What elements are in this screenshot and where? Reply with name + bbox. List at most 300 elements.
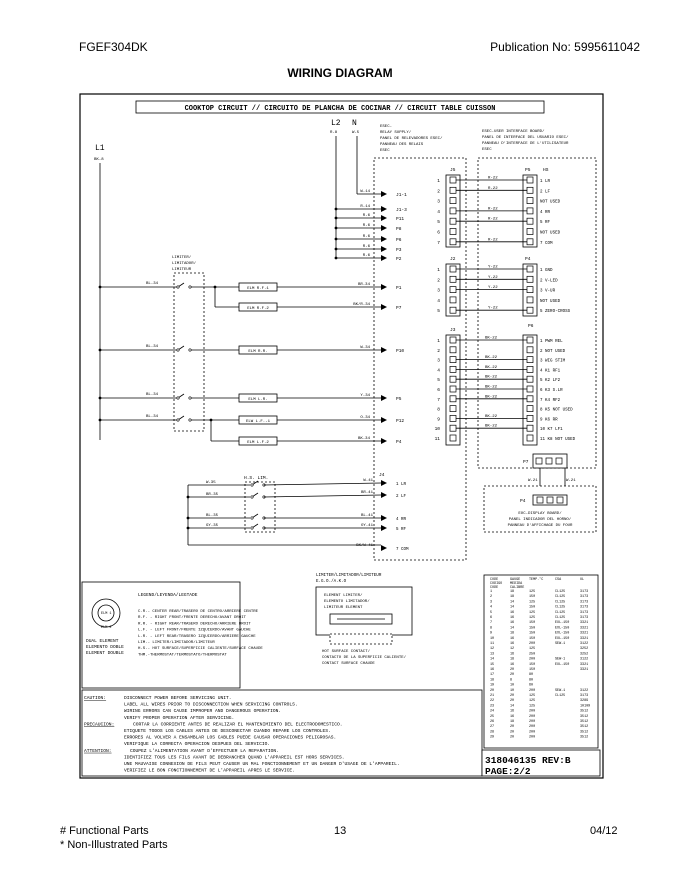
caution-heading: PRECAUCION: <box>84 722 115 728</box>
j3-pin <box>450 357 456 363</box>
j2-pin <box>450 276 456 282</box>
switch-contact <box>251 496 253 498</box>
caution-line: CORTAR LA CORRIENTE ANTES DE REALIZAR EL MANTENIMIENTO DEL ELECTRODOMESTICO. <box>133 722 343 728</box>
element-label: ELW L.F.-1 <box>245 420 271 424</box>
caution-line: IDENTIFIEZ TOUS LES FILS AVANT DE DEBRANCHER QUAND L'APPAREIL EST HORS SERVICES. <box>124 755 345 761</box>
legend-line: L.R. - LEFT REAR/TRASERO IZQUIERDO/ARRIERE GAUCHE <box>138 634 256 639</box>
esec-ui-label: PANNEAU D'INTERFACE DE L'UTILISATEUR <box>482 142 569 146</box>
p6-label: P6 <box>528 324 534 329</box>
caution-line: DISCONNECT POWER BEFORE SERVICING UNIT. <box>124 696 232 701</box>
display-board-label: PANEL INDICADOR DEL HORNO/ <box>508 518 572 522</box>
code-table-cell: 14 <box>510 605 515 610</box>
relay-pin-label: P2 <box>396 257 402 262</box>
code-table-cell: 27 <box>490 725 495 730</box>
code-table-cell: 29 <box>490 735 495 740</box>
n-label: N <box>352 119 357 128</box>
switch-contact <box>189 397 191 399</box>
p6-pin-label: 9 K6 RR <box>540 418 558 423</box>
j4-pin-label: 7 COM <box>396 548 409 552</box>
code-table-cell: 17 <box>490 673 495 678</box>
code-table-cell: 3173 <box>580 595 589 600</box>
j3-wire-label: BK-22 <box>485 385 498 390</box>
code-table-cell: 250 <box>529 652 536 657</box>
p4-pin <box>527 287 533 293</box>
code-table-cell: 80 <box>529 673 534 678</box>
p4-pin <box>527 276 533 282</box>
code-table-cell: 10109 <box>580 704 591 709</box>
relay-pin-label: P8 <box>396 227 402 232</box>
j5-pin <box>450 229 456 235</box>
j4-wire-label: W-41 <box>363 479 373 483</box>
j3-wire-label: BK-22 <box>485 365 498 370</box>
j3-pin <box>450 396 456 402</box>
elm2-label: ELM 2 <box>101 626 112 630</box>
pin-number: 4 <box>437 209 440 215</box>
code-table-cell: 3321 <box>580 621 589 626</box>
pin-number: 5 <box>437 378 440 384</box>
code-table-cell: 125 <box>529 616 536 620</box>
element-limiter-label: ELEMENTO LIMITADOR/ <box>324 600 370 604</box>
switch-contact <box>251 517 253 519</box>
p7-pin <box>536 458 542 464</box>
code-table-cell: 6 <box>490 616 493 620</box>
p6-pin <box>527 357 533 363</box>
pin-number: 7 <box>437 240 440 246</box>
esec-relay-label: ESEC <box>380 149 390 153</box>
pin-number: 1 <box>437 179 440 184</box>
dual-element-label: DUAL ELEMENT <box>86 639 119 644</box>
relay-pin-label: P5 <box>396 397 402 402</box>
code-table-cell: 150 <box>529 662 536 667</box>
l2-label: L2 <box>331 119 341 128</box>
j5-wire-label: R-22 <box>488 238 498 243</box>
code-table-cell: CL125 <box>555 605 566 610</box>
code-table-cell: 8 <box>510 678 513 683</box>
j3-pin <box>450 425 456 431</box>
l1-label: L1 <box>95 144 105 153</box>
code-table-cell: SEW-1 <box>555 657 566 662</box>
non-illustrated-parts-note: * Non-Illustrated Parts <box>60 839 168 851</box>
caution-line: ETIQUETE TODOS LOS CABLES ANTES DE DESCONECTAR CUANDO REPARE LOS CONTROLES. <box>124 729 331 734</box>
relay-wire-label: BK/R-34 <box>353 303 370 307</box>
code-table-cell: 3512 <box>580 725 589 730</box>
code-table-cell: 19 <box>490 683 495 688</box>
junction-dot <box>335 208 338 211</box>
p5-pin-label: NOT USED <box>540 231 561 236</box>
p7-pin <box>546 458 552 464</box>
j5-pin <box>450 218 456 224</box>
code-table-cell: 80 <box>529 678 534 683</box>
code-table-cell: 16 <box>510 662 515 667</box>
relay-pin-label: P11 <box>396 217 405 222</box>
esec-ui-label: ESEC <box>482 148 492 152</box>
pin-number: 3 <box>437 358 440 364</box>
element-limiter-label: ELEMENT LIMITER/ <box>324 594 363 598</box>
code-table-cell: 200 <box>529 725 536 730</box>
dual-element-label: ELEMENTO DOBLE <box>86 645 124 650</box>
code-table-cell: 21 <box>490 694 495 698</box>
feed-wire-label: BL-34 <box>146 345 159 349</box>
footer-date: 04/12 <box>590 825 618 837</box>
relay-wire-label: R-14 <box>360 205 370 209</box>
pin-number: 7 <box>437 397 440 403</box>
p6-pin <box>527 415 533 421</box>
code-table-cell: 125 <box>529 600 536 605</box>
code-table-cell: 3252 <box>580 652 589 657</box>
code-table-subheader: CODE <box>490 586 499 590</box>
code-table-cell: 125 <box>529 699 536 704</box>
relay-wire-label: R-6 <box>362 254 370 258</box>
code-table-header: CODE <box>490 578 499 582</box>
code-table-cell: 16 <box>510 616 515 620</box>
p6-pin-label: 1 PWM REL <box>540 340 563 344</box>
j4-pin-label: 4 RR <box>396 518 407 522</box>
pin-number: 2 <box>437 189 440 195</box>
code-table-cell: 20 <box>510 735 515 740</box>
element-label: ELM R.F.1 <box>247 287 269 291</box>
j2-pin <box>450 307 456 313</box>
hot-surface-label: CONTACTO DE LA SUPERFICIE CALIENTE/ <box>322 656 407 660</box>
relay-pin-label: J1-1 <box>396 193 407 198</box>
page-number: 13 <box>334 825 347 837</box>
p5-pin <box>527 239 533 245</box>
element-label: ELM R.F.2 <box>247 307 269 311</box>
switch-contact <box>251 527 253 529</box>
code-table-cell: 3173 <box>580 605 589 610</box>
j4-wire-label: BL-41 <box>360 514 373 518</box>
code-table-cell: CL125 <box>555 590 566 594</box>
code-table-cell: 200 <box>529 735 536 740</box>
limiter-label: LIMITADOR/ <box>172 262 197 266</box>
j3-wire-label: BK-22 <box>485 395 498 400</box>
switch-contact <box>177 397 179 399</box>
p7-wire-label: W-21 <box>566 479 576 483</box>
code-table-cell: 12 <box>490 647 495 652</box>
p6-pin-label: 3 WIG STIM <box>540 359 566 364</box>
code-table-cell: 200 <box>529 720 536 724</box>
p5-pin-label: 2 LF <box>540 190 551 195</box>
p5-pin <box>527 177 533 183</box>
p7-wire-label: W-21 <box>528 479 538 483</box>
j2-wire-label: Y-22 <box>488 265 498 270</box>
j5-pin <box>450 187 456 193</box>
code-table-cell: 10 <box>510 688 515 693</box>
pin-number: 10 <box>434 427 440 433</box>
functional-parts-note: # Functional Parts <box>60 825 149 837</box>
code-table-cell: 3 <box>490 600 493 605</box>
p6-pin-label: 5 K2 LF2 <box>540 379 561 384</box>
p5-pin <box>527 218 533 224</box>
pin-number: 1 <box>437 339 440 344</box>
code-table-cell: 16 <box>510 610 515 615</box>
code-table-cell: 150 <box>529 636 536 641</box>
relay-wire-label: R-6 <box>362 214 370 218</box>
legend-line: L.F. - LEFT FRONT/FRENTE IZQUIERDO/AVANT GAUCHE <box>138 628 251 633</box>
j3-pin <box>450 406 456 412</box>
legend-line: THM.-THERMOSTAT/TERMOSTATO/THERMOSTAT <box>138 653 227 658</box>
p5-pin-label: NOT USED <box>540 200 561 205</box>
p4-pin-label: 2 V-LED <box>540 279 558 284</box>
code-table-cell: 3289 <box>580 699 589 704</box>
code-table-cell: 18 <box>510 595 515 600</box>
code-table-cell: 3122 <box>580 688 589 693</box>
j4-pin-label: 2 LF <box>396 495 407 499</box>
code-table-cell: 3512 <box>580 735 589 740</box>
code-table-cell: 125 <box>529 694 536 698</box>
p4-label: P4 <box>525 257 531 262</box>
relay-wire-label: BR-34 <box>357 283 370 287</box>
code-table-cell: 5 <box>490 610 493 615</box>
code-table-cell: 150 <box>529 621 536 626</box>
p5-pin-label: 7 COM <box>540 241 553 246</box>
page-indicator: PAGE:2/2 <box>485 766 531 777</box>
code-table-subheader: CALIBRE <box>510 586 525 590</box>
relay-wire-label: R-6 <box>362 224 370 228</box>
pin-number: 9 <box>437 417 440 423</box>
code-table-cell: 8 <box>490 626 493 631</box>
caution-line: ERRORES AL VOLVER A ENSAMBLAR LOS CABLES PUEDE CAUSAR OPERACIONES PELIGROSAS. <box>124 735 337 741</box>
code-table-cell: 3512 <box>580 714 589 719</box>
p6-pin-label: 8 K5 NOT USED <box>540 408 573 413</box>
code-table-cell: 3173 <box>580 610 589 615</box>
j3-pin <box>450 337 456 343</box>
legend-line: R.R. - RIGHT REAR/TRASERO DERECHO/ARRIERE DROIT <box>138 622 251 627</box>
code-table-subheader: CODIGO <box>490 582 503 586</box>
hs-label: HS <box>543 168 549 173</box>
j2-wire-label: Y-22 <box>488 286 498 291</box>
limiter-label: LIMITEUR <box>172 268 192 272</box>
caution-line: VERIFIQUE LA CORRECTA OPERACION DESPUES DEL SERVICIO. <box>124 742 271 748</box>
junction-dot <box>210 419 213 422</box>
code-table-header: TEMP.°C <box>529 578 544 582</box>
caution-line: WIRING ERRORS CAN CAUSE IMPROPER AND DANGEROUS OPERATION. <box>124 709 282 715</box>
junction-dot <box>335 248 338 251</box>
code-table-cell: 3321 <box>580 662 589 667</box>
code-table-cell: EXL-150 <box>555 626 570 631</box>
code-table-cell: 2 <box>490 595 493 600</box>
junction-dot <box>335 227 338 230</box>
junction-dot <box>335 257 338 260</box>
code-table-cell: CL125 <box>555 610 566 615</box>
limiter-label: LIMITER/ <box>172 256 192 260</box>
pin-number: 2 <box>437 278 440 284</box>
relay-pin-label: P6 <box>396 238 402 243</box>
element-label: ELM L.R. <box>248 398 268 402</box>
code-table-cell: 24 <box>490 709 495 714</box>
p4-pin <box>527 297 533 303</box>
code-table-cell: 20 <box>510 694 515 698</box>
code-table-cell: 25 <box>490 714 495 719</box>
relay-wire-label: O-34 <box>360 416 370 420</box>
hs-wire-label: BR-35 <box>206 493 219 497</box>
code-table-cell: 3321 <box>580 631 589 636</box>
relay-wire-label: W-34 <box>360 346 370 350</box>
legend-title: LEGEND/LEYENDA/LEGTADE <box>138 593 198 598</box>
code-table-cell: 14 <box>490 657 495 662</box>
code-table-cell: 9 <box>490 631 493 636</box>
switch-contact <box>177 419 179 421</box>
j2-label: J2 <box>450 257 456 262</box>
j4-wire-label: OY-41 <box>360 524 373 528</box>
p7-pin <box>556 458 562 464</box>
code-table-cell: 200 <box>529 709 536 714</box>
relay-wire-label: Y-34 <box>360 394 370 398</box>
code-table-cell: 200 <box>529 657 536 662</box>
relay-wire-label: W-14 <box>360 190 370 194</box>
esec-relay-label: PANEL DE RELEVADORES ESEC/ <box>380 137 443 141</box>
feed-wire-label: BL-34 <box>146 393 159 397</box>
code-table-cell: 7 <box>490 621 493 626</box>
code-table-cell: 18 <box>510 657 515 662</box>
j5-wire-label: R-22 <box>488 176 498 181</box>
code-table-cell: 14 <box>510 704 515 709</box>
code-table-cell: 4 <box>490 605 493 610</box>
relay-pin-label: P3 <box>396 248 402 253</box>
code-table-cell: 20 <box>490 688 495 693</box>
code-table-cell: 125 <box>529 704 536 709</box>
limiter-group <box>174 273 204 431</box>
pin-number: 5 <box>437 309 440 315</box>
p5-pin <box>527 229 533 235</box>
hs-wire-label: GY-35 <box>206 524 219 528</box>
pin-number: 3 <box>437 288 440 294</box>
code-table-cell: 10 <box>510 683 515 688</box>
p6-pin-label: 6 K3 S.LR <box>540 389 563 393</box>
p4-pin-label: NOT USED <box>540 299 561 304</box>
code-table-cell: 15 <box>490 662 495 667</box>
code-table-cell: 200 <box>529 642 536 646</box>
j3-wire-label: BK-22 <box>485 424 498 429</box>
code-table-cell: 3512 <box>580 730 589 735</box>
element-label: ELM R.R. <box>248 350 268 354</box>
p5-label: P5 <box>525 168 531 173</box>
code-table-cell: 16 <box>510 636 515 641</box>
code-table-cell: 150 <box>529 668 536 672</box>
code-table-cell: 3122 <box>580 642 589 646</box>
j5-pin <box>450 198 456 204</box>
j4-pin-label: 5 RF <box>396 528 407 532</box>
switch-contact <box>177 286 179 288</box>
code-table-cell: 3173 <box>580 616 589 620</box>
hs-wire-label: BL-35 <box>206 514 219 518</box>
p5-pin-label: 4 RR <box>540 210 551 215</box>
code-table-cell: 3173 <box>580 600 589 605</box>
junction-dot <box>214 286 217 289</box>
hs-lim-label: H.S. LIM. <box>244 476 269 481</box>
model-number: FGEF304DK <box>79 40 148 54</box>
pin-number: 4 <box>437 368 440 374</box>
switch-contact <box>251 484 253 486</box>
code-table-cell: CL125 <box>555 600 566 605</box>
p6-pin-label: 11 K8 NOT USED <box>540 438 576 442</box>
pin-number: 1 <box>437 268 440 273</box>
p5-pin-label: 5 RF <box>540 221 551 226</box>
j5-pin <box>450 177 456 183</box>
code-table-cell: 14 <box>510 600 515 605</box>
j5-label: J5 <box>450 168 456 173</box>
j3-wire-label: BK-22 <box>485 336 498 341</box>
j3-label: J3 <box>450 328 456 333</box>
pin-number: 3 <box>437 199 440 205</box>
j3-pin <box>450 366 456 372</box>
code-table-cell: 200 <box>529 688 536 693</box>
code-table-cell: 18 <box>490 678 495 683</box>
code-table-cell: 18 <box>510 720 515 724</box>
code-table-cell: 150 <box>529 605 536 610</box>
code-table-cell: 20 <box>510 673 515 678</box>
legend-line: LIM.- LIMITER/LIMITADOR/LIMITEUR <box>138 641 215 645</box>
p4-pin-label: 5 ZERO-CROSS <box>540 310 571 315</box>
display-pin <box>547 497 553 503</box>
caution-line: UNE MAUVAISE CONNEXION DE FILS PEUT CAUSER UN MAL FONCTIONNEMENT ET UN DANGER D'USAGE DE L'APPAREIL. <box>124 762 400 767</box>
p6-pin-label: 2 NOT USED <box>540 349 566 354</box>
code-table-cell: EXL-150 <box>555 621 570 626</box>
p5-pin-label: 1 LR <box>540 180 551 184</box>
j4-label: J4 <box>379 473 385 478</box>
code-table-cell: 23 <box>490 704 495 709</box>
junction-dot <box>99 349 102 352</box>
p5-pin <box>527 187 533 193</box>
code-table-cell: 20 <box>510 730 515 735</box>
pin-number: 6 <box>437 230 440 236</box>
junction-dot <box>187 496 190 499</box>
j5-wire-label: R-22 <box>488 207 498 212</box>
code-table-cell: 3252 <box>580 647 589 652</box>
code-table-cell: 150 <box>529 595 536 600</box>
j3-pin <box>450 435 456 441</box>
junction-dot <box>99 397 102 400</box>
hs-wire-label: W-35 <box>206 481 216 485</box>
code-table-cell: 200 <box>529 730 536 735</box>
code-table-cell: 16 <box>510 652 515 657</box>
j3-pin <box>450 376 456 382</box>
legend-line: R.F. - RIGHT FRONT/FRENTE DERECHO/AVANT DROIT <box>138 616 247 621</box>
l2-wire-label: R-8 <box>330 131 338 135</box>
caution-line: LABEL ALL WIRES PRIOR TO DISCONNECTION WHEN SERVICING CONTROLS. <box>124 702 298 708</box>
code-table-header: UL <box>580 578 585 582</box>
hot-surface-label: HOT SURFACE CONTACT/ <box>322 650 371 654</box>
relay-wire-label: BK-34 <box>357 437 370 441</box>
display-pin <box>537 497 543 503</box>
code-table-cell: 16 <box>510 714 515 719</box>
code-table-cell: 3321 <box>580 626 589 631</box>
junction-dot <box>187 517 190 520</box>
code-table-subheader: MEDIDA <box>510 582 523 586</box>
code-table-cell: 10 <box>490 636 495 641</box>
p7-label: P7 <box>523 460 529 465</box>
code-table-cell: 3512 <box>580 720 589 724</box>
code-table-cell: 14 <box>510 626 515 631</box>
n-wire-label: W-5 <box>352 131 360 135</box>
code-table-cell: 3512 <box>580 709 589 714</box>
p4-pin <box>527 266 533 272</box>
pin-number: 4 <box>437 298 440 304</box>
display-pin <box>557 497 563 503</box>
code-table-cell: 18 <box>510 590 515 594</box>
code-table-cell: 16 <box>510 642 515 646</box>
j5-pin <box>450 208 456 214</box>
junction-dot <box>99 419 102 422</box>
p6-pin-label: 4 K1 RF1 <box>540 369 561 374</box>
relay-wire-label: R-6 <box>362 245 370 249</box>
code-table-cell: 16 <box>490 668 495 672</box>
j3-wire-label: BK-22 <box>485 414 498 419</box>
limiter-title: LIMITER/LIMITADOR/LIMITEUR <box>316 574 382 578</box>
code-table-cell: 1 <box>490 590 493 594</box>
diagram-heading: COOKTOP CIRCUIT // CIRCUITO DE PLANCHA DE COCINAR // CIRCUIT TABLE CUISSON <box>184 105 496 113</box>
j3-wire-label: BK-22 <box>485 356 498 361</box>
p5-pin <box>527 198 533 204</box>
